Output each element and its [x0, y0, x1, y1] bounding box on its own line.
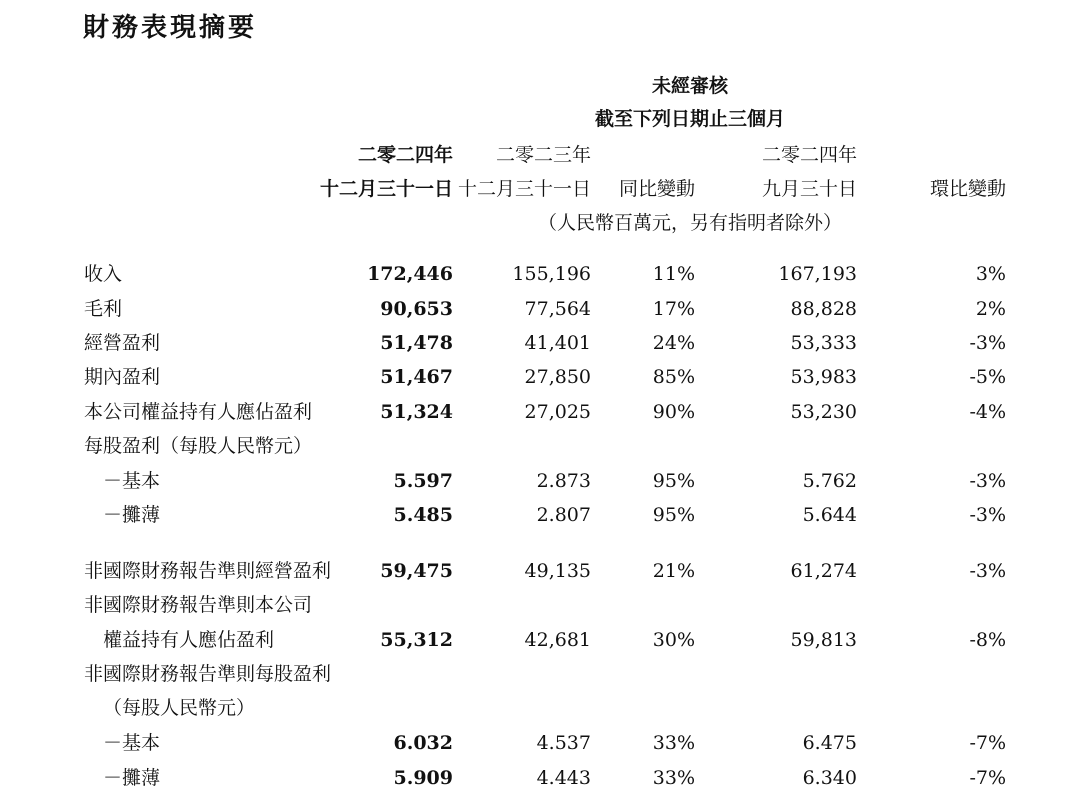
- table-row: [0, 328, 1080, 358]
- page-title: 財務表現摘要: [83, 13, 258, 43]
- header-col4-date: 九月三十日: [761, 178, 857, 200]
- row-value-c2: 42,681: [524, 629, 591, 651]
- row-label: －基本: [103, 732, 161, 754]
- row-value-c2: 4.443: [536, 767, 591, 789]
- row-value-c3: 33%: [652, 767, 695, 789]
- table-row: [0, 728, 1080, 758]
- row-label: 期內盈利: [84, 366, 161, 388]
- row-value-c2: 2.807: [536, 504, 591, 526]
- row-label: 經營盈利: [84, 332, 161, 354]
- row-label: 非國際財務報告準則本公司: [84, 594, 313, 616]
- row-value-c1: 5.485: [393, 504, 453, 526]
- row-value-c1: 55,312: [380, 629, 453, 651]
- row-value-c3: 33%: [652, 732, 695, 754]
- row-value-c5: -7%: [969, 767, 1006, 789]
- row-value-c1: 6.032: [393, 732, 453, 754]
- row-label: 本公司權益持有人應佔盈利: [84, 401, 313, 423]
- row-value-c3: 30%: [652, 629, 695, 651]
- header-col4-year: 二零二四年: [761, 144, 857, 166]
- row-value-c3: 11%: [652, 263, 695, 285]
- header-col2-date: 十二月三十一日: [457, 178, 591, 200]
- row-value-c2: 41,401: [524, 332, 591, 354]
- row-value-c2: 77,564: [524, 298, 591, 320]
- row-label: 權益持有人應佔盈利: [103, 629, 275, 651]
- table-row: [0, 397, 1080, 427]
- row-value-c5: -8%: [969, 629, 1006, 651]
- row-label: （每股人民幣元）: [103, 697, 256, 719]
- row-value-c3: 24%: [652, 332, 695, 354]
- row-value-c2: 27,850: [524, 366, 591, 388]
- row-label: 非國際財務報告準則經營盈利: [84, 560, 332, 582]
- table-row: [0, 362, 1080, 392]
- row-value-c5: -3%: [969, 560, 1006, 582]
- row-value-c1: 5.597: [393, 470, 453, 492]
- row-value-c4: 53,983: [790, 366, 857, 388]
- row-value-c1: 172,446: [367, 263, 453, 285]
- row-value-c2: 4.537: [536, 732, 591, 754]
- row-label: 收入: [84, 263, 123, 285]
- row-value-c4: 6.340: [802, 767, 857, 789]
- row-value-c4: 53,333: [790, 332, 857, 354]
- table-row: [0, 659, 1080, 689]
- table-row: [0, 625, 1080, 655]
- row-value-c3: 17%: [652, 298, 695, 320]
- row-value-c3: 95%: [652, 470, 695, 492]
- row-value-c1: 51,467: [380, 366, 453, 388]
- header-col1-year: 二零二四年: [357, 144, 453, 166]
- row-value-c1: 51,324: [380, 401, 453, 423]
- row-value-c4: 6.475: [802, 732, 857, 754]
- row-label: 毛利: [84, 298, 123, 320]
- header-col1-date: 十二月三十一日: [319, 178, 453, 200]
- row-value-c1: 90,653: [380, 298, 453, 320]
- row-value-c5: 2%: [975, 298, 1006, 320]
- row-value-c3: 95%: [652, 504, 695, 526]
- row-value-c2: 2.873: [536, 470, 591, 492]
- row-value-c5: -3%: [969, 504, 1006, 526]
- header-unaudited: 未經審核: [651, 75, 728, 97]
- row-value-c4: 88,828: [790, 298, 857, 320]
- row-value-c5: -5%: [969, 366, 1006, 388]
- row-value-c3: 21%: [652, 560, 695, 582]
- table-row: [0, 590, 1080, 620]
- table-row: [0, 294, 1080, 324]
- row-value-c4: 5.644: [802, 504, 857, 526]
- row-value-c4: 5.762: [802, 470, 857, 492]
- row-value-c1: 59,475: [380, 560, 453, 582]
- row-value-c3: 85%: [652, 366, 695, 388]
- row-value-c5: -3%: [969, 332, 1006, 354]
- row-value-c5: -4%: [969, 401, 1006, 423]
- row-value-c1: 5.909: [393, 767, 453, 789]
- table-row: [0, 259, 1080, 289]
- row-label: －攤薄: [103, 504, 161, 526]
- row-value-c4: 59,813: [790, 629, 857, 651]
- row-value-c5: -3%: [969, 470, 1006, 492]
- row-value-c2: 49,135: [524, 560, 591, 582]
- row-value-c1: 51,478: [380, 332, 453, 354]
- row-value-c5: 3%: [975, 263, 1006, 285]
- table-row: [0, 556, 1080, 586]
- row-value-c4: 61,274: [790, 560, 857, 582]
- table-row: [0, 431, 1080, 461]
- header-col3-yoy: 同比變動: [618, 178, 695, 200]
- row-value-c2: 155,196: [512, 263, 591, 285]
- header-col2-year: 二零二三年: [495, 144, 591, 166]
- header-period: 截至下列日期止三個月: [594, 108, 785, 130]
- row-value-c3: 90%: [652, 401, 695, 423]
- row-label: －攤薄: [103, 767, 161, 789]
- row-label: 非國際財務報告準則每股盈利: [84, 663, 332, 685]
- table-row: [0, 693, 1080, 723]
- table-row: [0, 500, 1080, 530]
- header-unit-note: （人民幣百萬元，另有指明者除外）: [537, 212, 842, 234]
- row-value-c4: 167,193: [778, 263, 857, 285]
- table-row: [0, 763, 1080, 793]
- row-value-c5: -7%: [969, 732, 1006, 754]
- row-value-c4: 53,230: [790, 401, 857, 423]
- table-row: [0, 466, 1080, 496]
- row-value-c2: 27,025: [524, 401, 591, 423]
- row-label: －基本: [103, 470, 161, 492]
- header-col5-qoq: 環比變動: [929, 178, 1006, 200]
- row-label: 每股盈利（每股人民幣元）: [84, 435, 313, 457]
